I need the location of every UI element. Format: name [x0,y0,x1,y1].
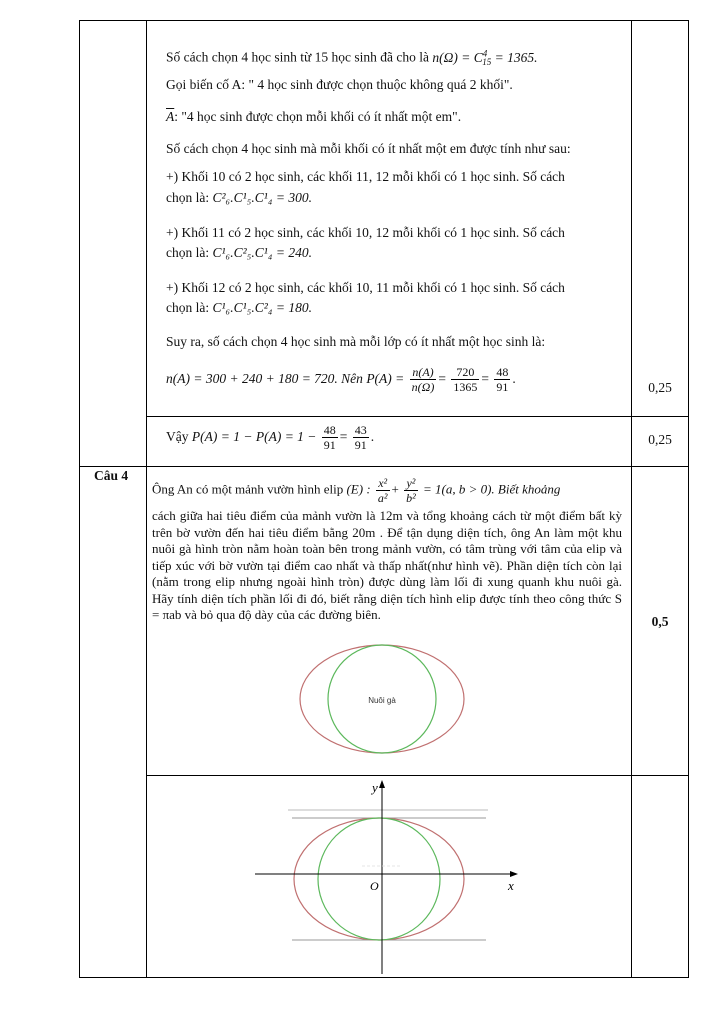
col-divider-1 [146,21,147,977]
eq-rest: = 1(a, b > 0). Biết khoảng [422,481,561,497]
numerator: x² [376,476,390,491]
row-divider-3 [146,775,688,776]
case-label: chọn là: [166,300,210,315]
numerator: 43 [354,423,367,438]
case-math: C¹₆.C¹₅.C²₄ = 180. [212,300,312,315]
numerator: 48 [323,423,336,438]
denominator: 1365 [453,380,478,395]
score-2: 0,25 [648,432,672,447]
final-label: Vậy [166,429,189,444]
origin-label: O [370,879,379,893]
line-case3a: +) Khối 12 có 2 học sinh, các khối 10, 11 mỗi khối có 1 học sinh. Số cách [166,280,565,295]
denominator: 91 [354,438,367,453]
y-axis-arrow [379,780,385,788]
complement-text: : "4 học sinh được chọn mỗi khối có ít nhất một em". [174,109,462,124]
denominator: n(Ω) [411,380,435,395]
row-divider-1 [146,416,688,417]
axes-ellipse [294,818,464,940]
prob-label: P(A) = [366,371,405,386]
numerator: 720 [451,365,479,380]
count-math: n(A) = 300 + 240 + 180 = 720. Nên [166,371,363,386]
case-math: C¹₆.C²₅.C¹₄ = 240. [212,245,312,260]
denominator: 91 [496,380,509,395]
chicken-area-label: Nuôi gà [368,696,396,705]
line-probability: n(A) = 300 + 240 + 180 = 720. Nên P(A) = $\frac{n(A)}{n(\Omega)}$ = $\frac{720}{1365}$ = $\frac{48}{91}$ . [166,365,516,395]
complement-var: $\overline{A}$ [166,109,175,124]
case-math: C²₆.C¹₅.C¹₄ = 300. [212,190,312,205]
x-label: x [508,878,514,893]
omega-math: n(Ω) = C [432,49,483,65]
sup: 4 [482,48,488,58]
question-body: cách giữa hai tiêu điểm của mảnh vườn là 12m và tổng khoảng cách từ một điểm bất kỳ trên bờ vườn đến hai tiêu điểm bằng 20m . Để tận dụng diện tích, ông An làm một khu nuôi gà hình tròn nằm hoàn toàn bên trong mảnh vườn, có tâm trùng với tâm của elip và tiếp xúc với bờ vườn tại điểm cao nhất và thấp nhất(như hình vẽ). Phần diện tích còn lại (nằm trong elip nhưng ngoài hình tròn) được dùng làm lối đi xung quanh khu nuôi gà. Hãy tính diện tích phần lối đi đó, biết rằng diện tích hình elip được tính theo công thức S = πab và bỏ qua độ dày của các đường biên. [152,508,622,622]
case-label: chọn là: [166,245,210,260]
sub: 15 [482,57,492,68]
value: = 1365. [494,49,538,65]
line-case1b [166,189,312,207]
score-3: 0,5 [651,614,669,629]
line-math [432,48,538,68]
line-case2a: +) Khối 11 có 2 học sinh, các khối 10, 12 mỗi khối có 1 học sinh. Số cách [166,225,565,240]
numerator: y² [404,476,418,491]
fraction-3 [494,365,510,394]
question-intro: Ông An có một mảnh vườn hình elip (E) : $\frac{\text{x²}}{\text{a²}}$ + $\frac{\text{y²}}{\text{b²}}$ = 1(a, b > 0). Biết khoảng [152,476,561,505]
fraction-final-2 [353,423,369,452]
eq-y-fraction [404,476,418,505]
ellipse-label: (E) : [346,481,371,497]
fraction-final-1 [322,423,338,452]
line-event-a: Gọi biến cố A: " 4 học sinh được chọn thuộc không quá 2 khối". [166,77,513,92]
col-divider-2 [631,21,632,977]
fraction-2 [451,365,479,394]
score-1: 0,25 [648,380,672,395]
case-label: chọn là: [166,190,210,205]
line-total-ways [166,44,538,71]
line-method: Số cách chọn 4 học sinh mà mỗi khối có ít nhất một em được tính như sau: [166,141,571,156]
denominator: a² [377,491,388,505]
line-text: Số cách chọn 4 học sinh từ 15 học sinh đã cho là [166,49,430,65]
denominator: 91 [323,438,336,453]
fraction-1 [410,365,437,394]
row-divider-2 [80,466,688,467]
denominator: b² [406,491,416,505]
line-case1a: +) Khối 10 có 2 học sinh, các khối 11, 12 mỗi khối có 1 học sinh. Số cách [166,169,565,184]
numerator: n(A) [410,365,437,380]
numerator: 48 [496,365,509,380]
eq-x-fraction [376,476,390,505]
figure-garden [298,643,466,755]
intro-text: Ông An có một mảnh vườn hình elip [152,481,344,497]
question-label: Câu 4 [94,468,129,483]
line-final: Vậy P(A) = 1 − P(A) = 1 − $\frac{48}{91}$ = $\frac{43}{91}$ . [166,423,375,453]
x-axis-arrow [510,871,518,877]
y-label: y [372,780,378,795]
axes-circle [318,818,440,940]
line-conclude: Suy ra, số cách chọn 4 học sinh mà mỗi lớp có ít nhất một học sinh là: [166,334,546,349]
line-case2b [166,244,312,262]
figure-axes [250,778,530,976]
line-complement [166,108,461,126]
line-case3b [166,299,312,317]
final-math: P(A) = 1 − P(A) = 1 − [191,429,317,444]
